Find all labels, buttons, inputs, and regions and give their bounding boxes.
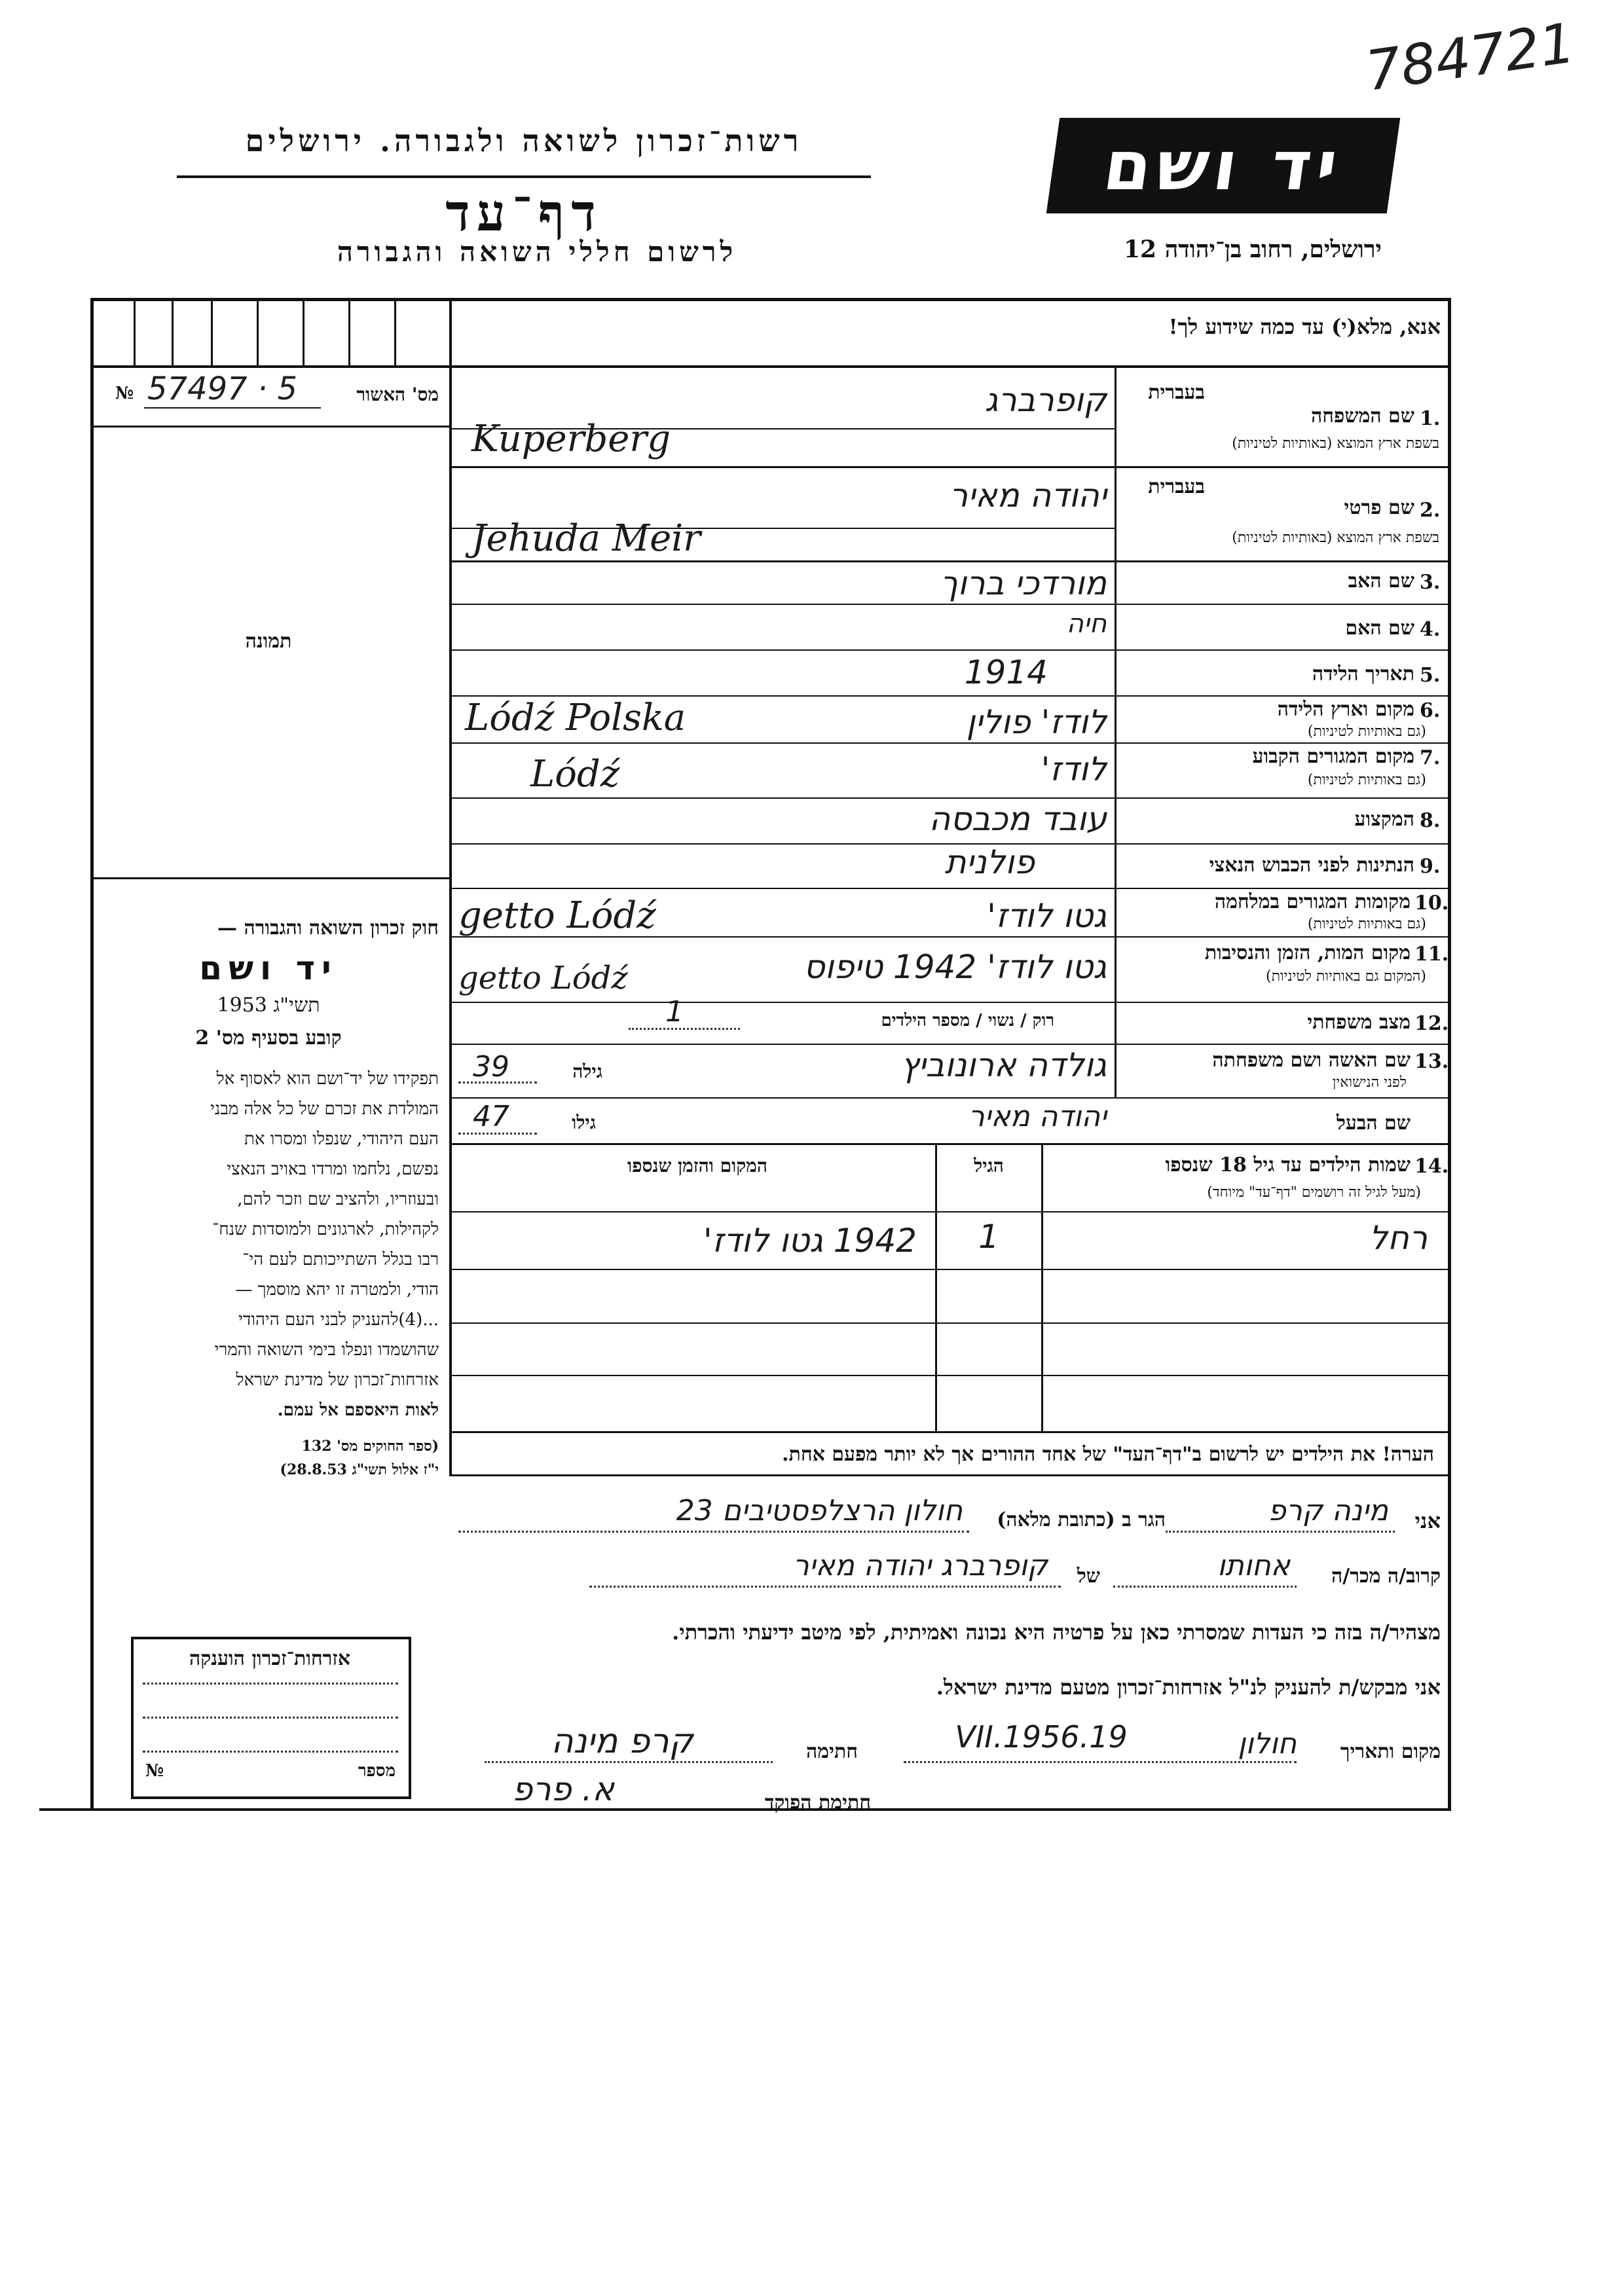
law-paragraph-6: לקהילות, לארגונים ולמוסדות שנח־ xyxy=(212,1220,439,1239)
decl-address: חולון הרצלפסטיבים 23 xyxy=(676,1494,963,1527)
law-paragraph-8: הודי, ולמטרה זו יהא מוסמך — xyxy=(235,1280,439,1300)
law-paragraph-11: אזרחות־זכרון של מדינת ישראל xyxy=(236,1370,439,1390)
law-year: תשי"ג 1953 xyxy=(217,994,320,1017)
yad-vashem-logo xyxy=(1046,118,1401,213)
row-line xyxy=(452,797,1451,799)
officer-label: חתימת הפוקד xyxy=(764,1791,871,1814)
f13-age: 39 xyxy=(473,1050,509,1084)
f4-value: חיה xyxy=(1066,609,1107,639)
f13-num: 13. xyxy=(1414,1050,1449,1073)
f13-sub: לפני הנישואין xyxy=(1332,1074,1407,1091)
archive-number: 784721 xyxy=(1361,10,1579,103)
row-line xyxy=(452,649,1451,651)
f6-hebrew-value: לודז' פולין xyxy=(966,703,1107,741)
instructions-divider xyxy=(449,365,1451,368)
logo-text: יד ושם xyxy=(1098,126,1348,206)
husband-label: שם הבעל xyxy=(1336,1112,1411,1135)
decl-date: 19.VII.1956 xyxy=(955,1719,1128,1755)
f2-num: 2. xyxy=(1420,499,1441,522)
children-header-line xyxy=(452,1211,1451,1212)
f10-hebrew-value: גטו לודז' xyxy=(987,897,1107,935)
f1-num: 1. xyxy=(1420,407,1441,430)
law-name: יד ושם xyxy=(199,949,338,987)
f13-age-dotted xyxy=(458,1082,537,1084)
law-paragraph-7: רבו בגלל השתייכותם לעם הי־ xyxy=(242,1250,439,1269)
law-footnote-1: (ספר החוקים מס' 132 xyxy=(301,1438,439,1455)
f6-latin-value: Lódź Polska xyxy=(465,697,686,739)
registration-label: מס' האשור xyxy=(356,384,439,405)
child-1-age: 1 xyxy=(978,1218,999,1256)
f7-num: 7. xyxy=(1420,746,1441,769)
row-line xyxy=(452,1044,1451,1045)
decl-residing: הגר ב (כתובת מלאה) xyxy=(997,1508,1166,1531)
decl-relation: אחותו xyxy=(1217,1549,1290,1582)
code-boxes-bottom xyxy=(93,365,449,368)
f5-num: 5. xyxy=(1420,664,1441,687)
code-boxes xyxy=(93,301,449,365)
f7-latin-value: Lódź xyxy=(530,753,620,795)
children-label: שמות הילדים עד גיל 18 שנספו xyxy=(1165,1154,1411,1176)
law-paragraph-3: העם היהודי, שנפלו ומסרו את xyxy=(244,1129,439,1149)
decl-relation-label: קרוב/ה מכר/ה xyxy=(1331,1565,1441,1588)
child-1-name: רחל xyxy=(1369,1219,1428,1257)
law-paragraph-10: שהושמדו ונפלו בימי השואה והמרי xyxy=(214,1340,439,1360)
children-col-age: הגיל xyxy=(974,1155,1004,1176)
decl-signature: קרפ מינה xyxy=(551,1722,693,1761)
photo-label: תמונה xyxy=(245,630,292,653)
decl-statement: מצהיר/ה בזה כי העדות שמסרתי כאן על פרטיה היא נכונה ואמיתית, לפי מיטב ידיעתי והכרתי. xyxy=(672,1620,1441,1645)
law-paragraph-1: תפקידו של יד־ושם הוא לאסוף אל xyxy=(216,1069,439,1089)
f11-num: 11. xyxy=(1414,943,1449,966)
signature-label: חתימה xyxy=(806,1740,858,1763)
f3-num: 3. xyxy=(1420,571,1441,594)
citizenship-number-label: מספר xyxy=(358,1761,396,1781)
husband-age-label: גילו xyxy=(572,1112,596,1133)
f2-heb-tag: בעברית xyxy=(1148,475,1205,498)
f1-hebrew-value: קופרברג xyxy=(984,381,1107,419)
law-paragraph-12: לאות היאספם אל עמם. xyxy=(277,1400,439,1420)
citizenship-title: אזרחות־זכרון הוענקה xyxy=(189,1647,351,1670)
law-paragraph-2: המולדת את זכרם של כל אלה מבני xyxy=(210,1099,439,1119)
law-title: חוק זכרון השואה והגבורה — xyxy=(217,917,439,939)
decl-of-name-line xyxy=(589,1586,1061,1588)
decl-declarant: מינה קרפ xyxy=(1268,1494,1388,1527)
f3-value: מורדכי ברוך xyxy=(940,564,1107,602)
decl-of-name: קופרברג יהודה מאיר xyxy=(792,1549,1048,1582)
husband-age-dotted xyxy=(458,1133,537,1135)
children-note: הערה! את הילדים יש לרשום ב"דף־העד" של אחד ההורים אך לא יותר מפעם אחת. xyxy=(782,1443,1434,1466)
registration-divider xyxy=(93,426,449,428)
f8-num: 8. xyxy=(1420,809,1441,832)
child-1-place: 1942 גטו לודז' xyxy=(703,1222,917,1260)
children-col-1 xyxy=(935,1144,937,1432)
f10-num: 10. xyxy=(1414,892,1449,915)
f9-num: 9. xyxy=(1420,855,1441,878)
row-line xyxy=(452,742,1451,744)
f10-latin-value: getto Lódź xyxy=(458,894,656,937)
form-subtitle: לרשום חללי השואה והגבורה xyxy=(337,236,737,268)
f9-value: פולנית xyxy=(944,843,1035,881)
citizenship-box xyxy=(131,1637,411,1799)
f7-label: מקום המגורים הקבוע xyxy=(1252,745,1414,768)
law-paragraph-5: ובעוזריו, ולהציב שם וזכר להם, xyxy=(237,1190,439,1209)
f2-sub: בשפת ארץ המוצא (באותיות לטיניות) xyxy=(1232,530,1439,546)
f5-label: תאריך הלידה xyxy=(1312,663,1414,685)
f2-hebrew-value: יהודה מאיר xyxy=(949,477,1107,515)
f8-label: המקצוע xyxy=(1354,808,1414,831)
row-line xyxy=(452,1143,1451,1145)
children-row-line xyxy=(452,1322,1451,1324)
f7-sub: (גם באותיות לטיניות) xyxy=(1307,772,1426,788)
decl-of-label: של xyxy=(1077,1565,1100,1588)
registration-prefix: № xyxy=(115,384,134,403)
children-col-2 xyxy=(1041,1144,1043,1432)
f2-latin-value: Jehuda Meir xyxy=(471,517,701,560)
law-paragraph-4: נפשם, נלחמו ומרדו באויב הנאצי xyxy=(227,1159,439,1179)
children-sub: (מעל לגיל זה רושמים "דף־עד" מיוחד) xyxy=(1207,1184,1421,1201)
row-line xyxy=(452,888,1451,889)
f10-label: מקומות המגורים במלחמה xyxy=(1214,890,1411,913)
f1-latin-value: Kuperberg xyxy=(471,418,671,460)
f4-label: שם האם xyxy=(1345,617,1414,640)
frame-left xyxy=(90,298,94,1810)
decl-place: חולון xyxy=(1238,1727,1297,1760)
f13-value: גולדה ארונוביץ xyxy=(900,1046,1107,1084)
f11-sub: (המקום גם באותיות לטיניות) xyxy=(1266,968,1426,985)
f13-label: שם האשה ושם משפחתה xyxy=(1212,1049,1411,1072)
f9-label: הנתינות לפני הכבוש הנאצי xyxy=(1209,854,1414,877)
photo-divider xyxy=(93,877,449,879)
f11-label: מקום המות, הזמן והנסיבות xyxy=(1204,941,1411,964)
f12-dotted xyxy=(629,1028,740,1030)
decl-relation-line xyxy=(1113,1586,1297,1588)
f2-label: שם פרטי xyxy=(1344,496,1414,519)
row-line xyxy=(452,1097,1451,1099)
f1-sub: בשפת ארץ המוצא (באותיות לטיניות) xyxy=(1232,435,1439,452)
decl-signature-line xyxy=(485,1761,773,1763)
husband-age: 47 xyxy=(473,1100,509,1133)
children-row-line xyxy=(452,1431,1451,1433)
form-title: דף־עד xyxy=(445,183,602,243)
f12-children-count: 1 xyxy=(665,995,684,1029)
citizenship-prefix: № xyxy=(145,1761,164,1781)
children-row-line xyxy=(452,1269,1451,1270)
authority-underline xyxy=(177,175,871,178)
f10-sub: (גם באותיות לטיניות) xyxy=(1307,916,1426,932)
label-divider xyxy=(1115,368,1116,1098)
f6-label: מקום וארץ הלידה xyxy=(1277,698,1414,721)
officer-signature: א. פרפ xyxy=(512,1770,614,1808)
decl-declarant-line xyxy=(1166,1531,1395,1533)
row-line xyxy=(452,466,1451,468)
instructions: אנא, מלא(י) עד כמה שידוע לך! xyxy=(1168,314,1441,339)
children-num: 14. xyxy=(1414,1155,1449,1178)
row-line xyxy=(452,1002,1451,1003)
f3-label: שם האב xyxy=(1348,570,1414,592)
f4-num: 4. xyxy=(1420,618,1441,641)
law-clause: קובע בסעיף מס' 2 xyxy=(195,1027,342,1049)
authority-title: רשות־זכרון לשואה ולגבורה. ירושלים xyxy=(245,123,803,158)
f1-label: שם המשפחה xyxy=(1310,405,1414,428)
row-line xyxy=(452,560,1451,562)
f12-options: רוק / נשוי / מספר הילדים xyxy=(881,1011,1054,1030)
f6-num: 6. xyxy=(1420,699,1441,722)
husband-value: יהודה מאיר xyxy=(968,1100,1107,1133)
f8-value: עובד מכבסה xyxy=(929,800,1107,838)
header-address: ירושלים, רחוב בן־יהודה 12 xyxy=(1123,236,1382,263)
registration-line xyxy=(144,407,321,409)
f1-heb-tag: בעברית xyxy=(1148,381,1205,404)
decl-address-line xyxy=(458,1531,969,1533)
note-bottom xyxy=(452,1474,1451,1476)
law-footnote-2: י"ז אלול תשי"ג 28.8.53) xyxy=(280,1461,439,1478)
children-row-line xyxy=(452,1375,1451,1376)
f13-age-label: גילה xyxy=(572,1061,602,1082)
row-line xyxy=(452,604,1451,605)
decl-request: אני מבקש/ת להעניק לנ"ל אזרחות־זכרון מטעם מדינת ישראל. xyxy=(936,1675,1441,1700)
f11-latin-value: getto Lódź xyxy=(458,960,628,996)
decl-i-am: אני xyxy=(1414,1508,1441,1533)
column-divider xyxy=(449,298,452,1476)
law-paragraph-9: ...(4)להעניק לבני העם היהודי xyxy=(238,1310,439,1330)
f5-value: 1914 xyxy=(964,653,1048,691)
decl-date-line xyxy=(904,1761,1297,1763)
f6-sub: (גם באותיות לטיניות) xyxy=(1307,723,1426,740)
f7-hebrew-value: לודז' xyxy=(1041,750,1107,788)
f11-hebrew-value: גטו לודז' 1942 טיפוס xyxy=(803,948,1107,986)
place-date-label: מקום ותאריך xyxy=(1340,1740,1441,1763)
registration-number: 57497 · 5 xyxy=(147,371,298,407)
f12-label: מצב משפחתי xyxy=(1307,1011,1411,1034)
f12-num: 12. xyxy=(1414,1012,1449,1035)
children-col-place: המקום והזמן שנספו xyxy=(627,1155,767,1176)
